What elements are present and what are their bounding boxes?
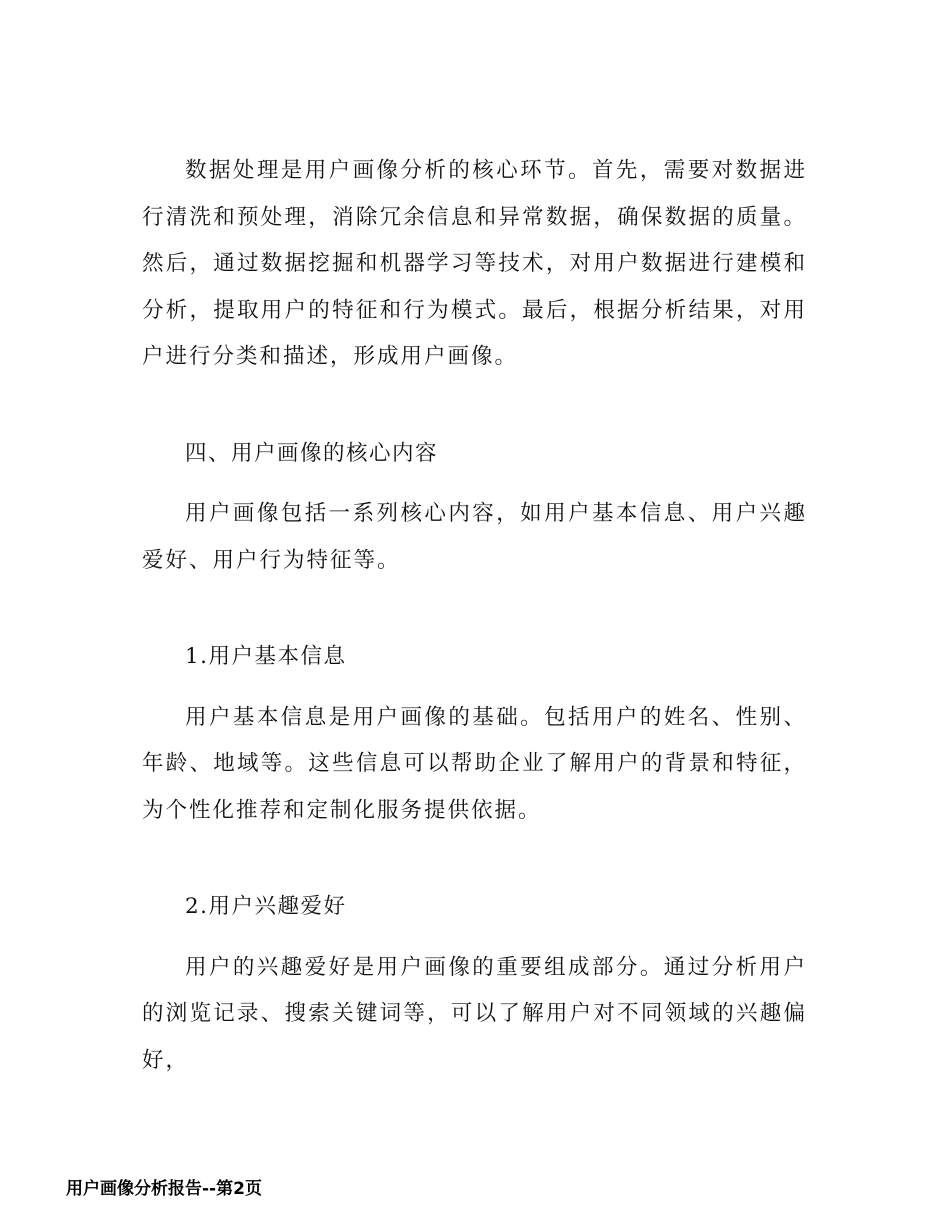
spacer	[142, 681, 807, 695]
spacer	[142, 834, 807, 884]
subsection-heading-basic-info: 1.用户基本信息	[185, 644, 347, 669]
paragraph-basic-info: 用户基本信息是用户画像的基础。包括用户的姓名、性别、年龄、地域等。这些信息可以帮助企业了解用户的背景和特征，为个性化推荐和定制化服务提供依据。	[142, 704, 807, 823]
spacer	[142, 931, 807, 945]
spacer	[142, 477, 807, 491]
section-heading-core-content: 四、用户画像的核心内容	[185, 440, 439, 466]
paragraph-data-processing: 数据处理是用户画像分析的核心环节。首先，需要对数据进行清洗和预处理，消除冗余信息和异常数据，确保数据的质量。然后，通过数据挖掘和机器学习等技术，对用户数据进行建模和分析，提取用户的特征和行为模式。最后，根据分析结果，对用户进行分类和描述，形成用户画像。	[142, 158, 807, 369]
subsection-heading-interests: 2.用户兴趣爱好	[185, 894, 347, 919]
paragraph-interests: 用户的兴趣爱好是用户画像的重要组成部分。通过分析用户的浏览记录、搜索关键词等，可以了解用户对不同领域的兴趣偏好，	[142, 954, 807, 1073]
document-body	[142, 148, 807, 1084]
spacer	[142, 584, 807, 634]
paragraph-core-content-intro: 用户画像包括一系列核心内容，如用户基本信息、用户兴趣爱好、用户行为特征等。	[142, 501, 807, 573]
spacer	[142, 381, 807, 431]
page-footer: 用户画像分析报告--第2页	[66, 1179, 262, 1199]
